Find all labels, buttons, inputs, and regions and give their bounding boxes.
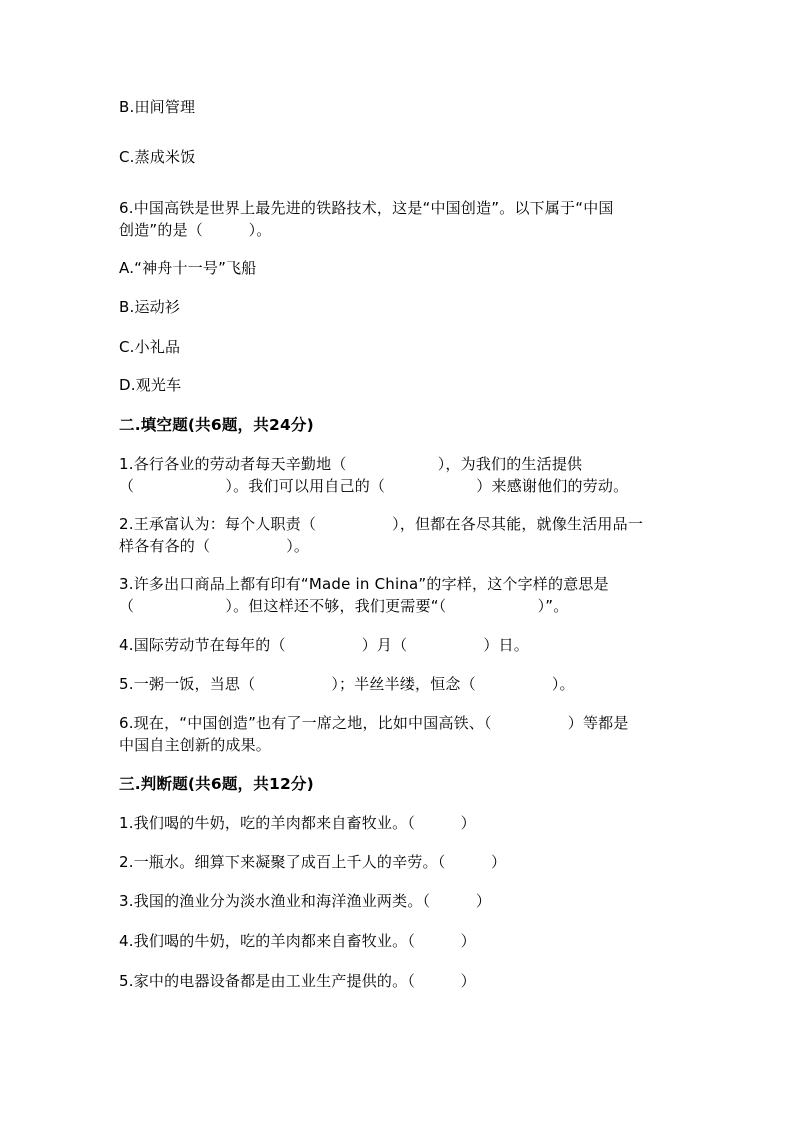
fill-q3-line1: 3.许多出口商品上都有印有“Made in China”的字样，这个字样的意思是 xyxy=(119,575,609,593)
question-6-stem-line1: 6.中国高铁是世界上最先进的铁路技术，这是“中国创造”。以下属于“中国 xyxy=(119,199,614,217)
fill-q4: 4.国际劳动节在每年的（ ）月（ ）日。 xyxy=(119,636,529,654)
question-6-option-a: A.“神舟十一号”飞船 xyxy=(119,259,257,277)
judge-q4: 4.我们喝的牛奶，吃的羊肉都来自畜牧业。（ ） xyxy=(119,932,476,950)
judge-q3: 3.我国的渔业分为淡水渔业和海洋渔业两类。（ ） xyxy=(119,892,492,910)
fill-q3-line2: （ ）。但这样还不够，我们更需要“（ ）”。 xyxy=(119,597,569,615)
fill-q6-line2: 中国自主创新的成果。 xyxy=(119,736,272,754)
fill-q6-line1: 6.现在，“中国创造”也有了一席之地，比如中国高铁、（ ）等都是 xyxy=(119,714,629,732)
fill-q5: 5.一粥一饭，当思（ ）；半丝半缕，恒念（ ）。 xyxy=(119,675,575,693)
section-fill-title: 二.填空题(共6题，共24分) xyxy=(119,416,314,434)
judge-q1: 1.我们喝的牛奶，吃的羊肉都来自畜牧业。（ ） xyxy=(119,814,476,832)
section-judge-title: 三.判断题(共6题，共12分) xyxy=(119,775,314,793)
question-6-option-b: B.运动衫 xyxy=(119,298,181,316)
judge-q5: 5.家中的电器设备都是由工业生产提供的。（ ） xyxy=(119,972,476,990)
fill-q1-line2: （ ）。我们可以用自己的（ ）来感谢他们的劳动。 xyxy=(119,477,629,495)
fill-q1-line1: 1.各行各业的劳动者每天辛勤地（ ），为我们的生活提供 xyxy=(119,455,583,473)
question-6-stem-line2: 创造”的是（ ）。 xyxy=(119,221,272,239)
question-6-option-c: C.小礼品 xyxy=(119,338,181,356)
choice-option-c: C.蒸成米饭 xyxy=(119,148,196,166)
choice-option-b: B.田间管理 xyxy=(119,98,196,116)
question-6-option-d: D.观光车 xyxy=(119,376,182,394)
fill-q2-line1: 2.王承富认为：每个人职责（ ），但都在各尽其能，就像生活用品一 xyxy=(119,515,644,533)
fill-q2-line2: 样各有各的（ ）。 xyxy=(119,537,310,555)
judge-q2: 2.一瓶水。细算下来凝聚了成百上千人的辛劳。（ ） xyxy=(119,853,507,871)
